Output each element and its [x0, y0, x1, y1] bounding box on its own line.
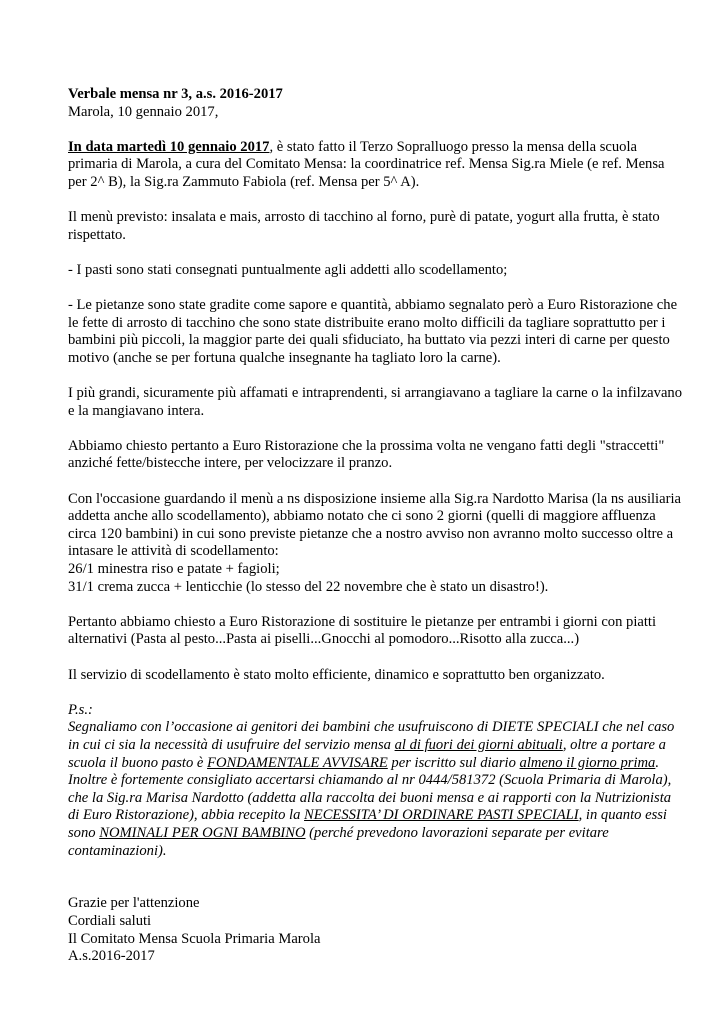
spacer [68, 192, 684, 210]
menu-paragraph: Il menù previsto: insalata e mais, arrosto di tacchino al forno, purè di patate, yogurt alla frutta, è stato rispettato. [68, 209, 660, 243]
closing-line: Grazie per l'attenzione [68, 895, 200, 912]
ps-underlined: FONDAMENTALE AVVISARE [207, 754, 388, 771]
servizio-paragraph: Il servizio di scodellamento è stato molto efficiente, dinamico e soprattutto ben organizzato. [68, 666, 605, 683]
document-title: Verbale mensa nr 3, a.s. 2016-2017 [68, 86, 283, 102]
ps-underlined: al di fuori dei giorni abituali [394, 736, 563, 753]
ps-text: , in quanto essi sono [68, 807, 667, 841]
pasti-paragraph: - I pasti sono stati consegnati puntualmente agli addetti allo scodellamento; [68, 261, 508, 278]
intro-date: In data martedì 10 gennaio 2017 [68, 138, 270, 155]
day-item-1: 26/1 minestra riso e patate + fagioli; [68, 561, 280, 578]
grandi-paragraph: I più grandi, sicuramente più affamati e intraprendenti, si arrangiavano a tagliare la carne o la infilzavano e la mangiavano intera. [68, 385, 683, 419]
closing-block [68, 895, 684, 965]
ps-underlined: NOMINALI PER OGNI BAMBINO [99, 824, 306, 841]
spacer [68, 473, 684, 491]
straccetti-paragraph: Abbiamo chiesto pertanto a Euro Ristorazione che la prossima volta ne vengano fatti degli "straccetti" anziché fette/bistecche intere, per velocizzare il pranzo. [68, 437, 665, 472]
closing-line: Cordiali saluti [68, 912, 152, 929]
spacer [68, 860, 684, 878]
place-date: Marola, 10 gennaio 2017, [68, 103, 219, 120]
pietanze-paragraph: - Le pietanze sono state gradite come sapore e quantità, abbiamo segnalato però a Euro Ristorazione che le fette di arrosto di tacchino che sono state distribuite erano molto difficili da tagliare soprattutto per i bambini più piccoli, la maggior parte dei quali sfiduciato, ha buttato via pezzi interi di carne per questo motivo (anche se per fortuna qualche insegnante ha tagliato loro la carne). [68, 297, 678, 366]
ps-underlined: almeno il giorno prima [519, 754, 656, 771]
ps-diete-paragraph [68, 719, 684, 772]
ps-text: per iscritto sul diario [387, 754, 520, 771]
spacer [68, 244, 684, 262]
signature-line: Il Comitato Mensa Scuola Primaria Marola [68, 930, 321, 947]
spacer [68, 121, 684, 139]
ps-label: P.s.: [68, 701, 93, 718]
spacer [68, 368, 684, 386]
day-item-2: 31/1 crema zucca + lenticchie (lo stesso del 22 novembre che è stato un disastro!). [68, 578, 549, 595]
spacer [68, 596, 684, 614]
spacer [68, 878, 684, 896]
ps-text: Segnaliamo con l’occasione ai genitori dei bambini che usufruiscono di DIETE SPECIALI che nel caso in cui ci sia la necessità di usufruire del servizio mensa [68, 719, 675, 753]
ps-inoltre-paragraph [68, 772, 684, 860]
ps-text: (perché prevedono lavorazioni separate per evitare contaminazioni). [68, 824, 609, 859]
intro-text: , è stato fatto il Terzo Sopralluogo presso la mensa della scuola primaria di Marola, a cura del Comitato Mensa: la coordinatrice ref. Mensa Sig.ra Miele (e ref. Mensa per 2^ B), la Sig.ra Zammuto Fabiola (ref. Mensa per 5^ A). [68, 138, 665, 190]
spacer [68, 420, 684, 438]
sostituire-paragraph: Pertanto abbiamo chiesto a Euro Ristorazione di sostituire le pietanze per entrambi i giorni con piatti alternativi (Pasta al pesto...Pasta ai piselli...Gnocchi al pomodoro...Risotto alla zucca...) [68, 613, 657, 648]
school-year: A.s.2016-2017 [68, 948, 155, 965]
spacer [68, 649, 684, 667]
ps-text: . [655, 754, 660, 771]
spacer [68, 684, 684, 702]
ps-text: Inoltre è fortemente consigliato accertarsi chiamando al nr 0444/581372 (Scuola Primaria di Marola), che la Sig.ra Marisa Nardotto (addetta alla raccolta dei buoni mensa e ai rapporti con la Nutrizionista di Euro Ristorazione), abbia recepito la [68, 772, 672, 824]
occasione-paragraph: Con l'occasione guardando il menù a ns disposizione insieme alla Sig.ra Nardotto Marisa (la ns ausiliaria addetta anche allo scodellamento), abbiamo notato che ci sono 2 giorni (quelli di maggiore affluenza circa 120 bambini) in cui sono previste pietanze che a nostro avviso non avranno molto successo oltre a intasare le attività di scodellamento: [68, 490, 681, 560]
spacer [68, 280, 684, 298]
ps-section [68, 702, 684, 860]
intro-paragraph [68, 139, 684, 192]
ps-text: , oltre a portare a scuola il buono pasto è [68, 736, 666, 771]
ps-underlined: NECESSITA’ DI ORDINARE PASTI SPECIALI [304, 807, 579, 824]
